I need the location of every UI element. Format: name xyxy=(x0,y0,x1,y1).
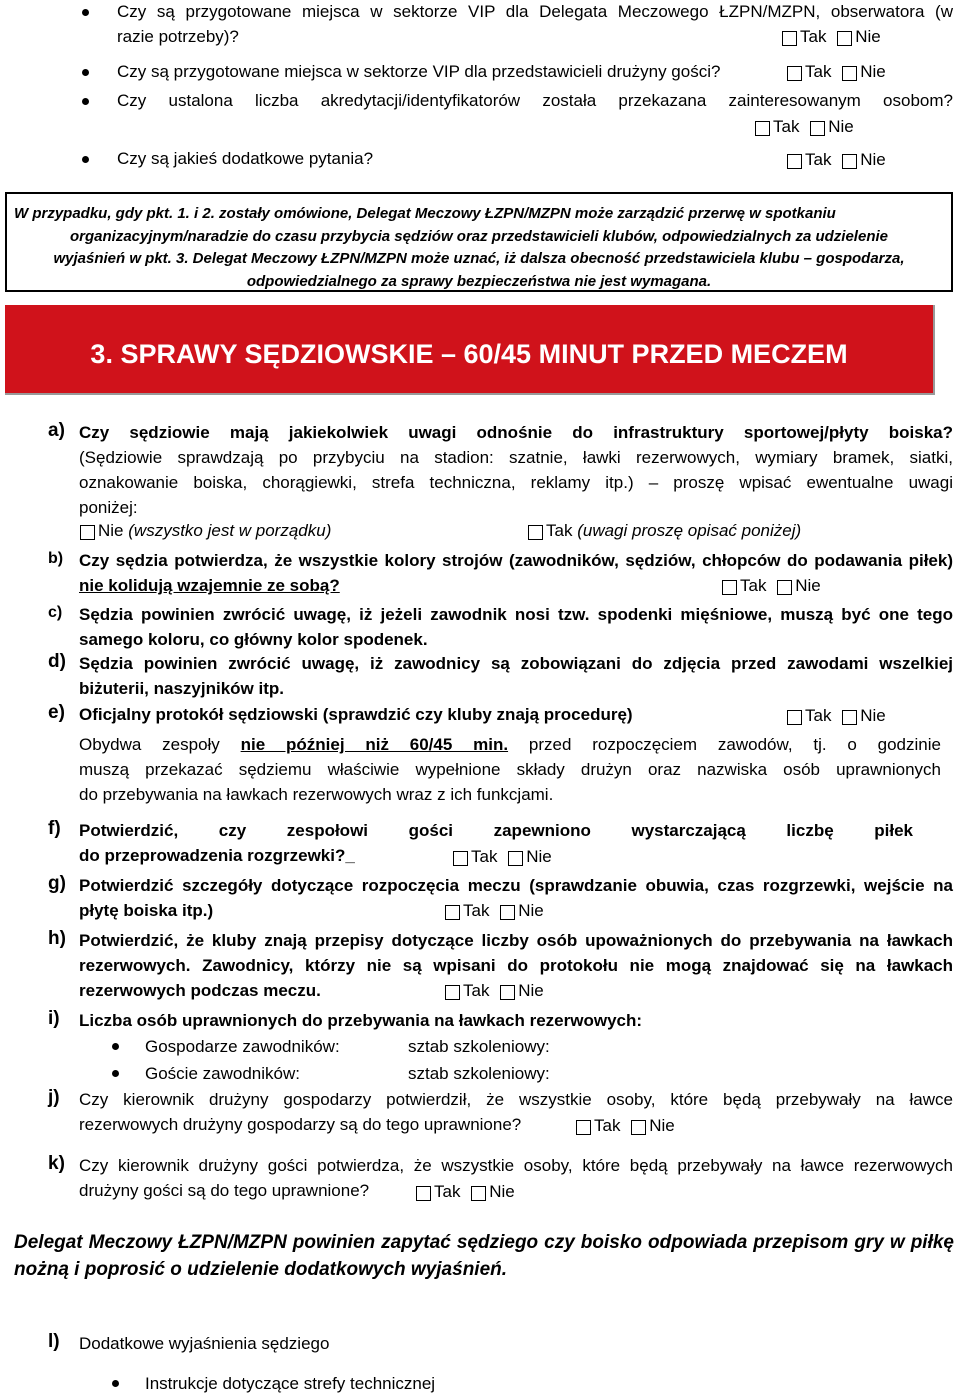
checkbox-nie[interactable] xyxy=(842,154,857,169)
checkbox-nie[interactable] xyxy=(508,851,523,866)
checkbox-tak[interactable] xyxy=(787,154,802,169)
bench-home-players: Gospodarze zawodników: xyxy=(145,1037,340,1056)
checkbox-nie[interactable] xyxy=(500,985,515,1000)
checkbox-tak[interactable] xyxy=(453,851,468,866)
checkbox-nie[interactable] xyxy=(842,66,857,81)
checkbox-group-1: Tak Nie xyxy=(782,24,881,49)
item-letter: a) xyxy=(48,420,65,441)
checkbox-group-e: Tak Nie xyxy=(787,703,886,728)
item-j: Czy kierownik drużyny gospodarzy potwierdził, że wszystkie osoby, które będą przebywały na ławce rezerwowych drużyny gospodarzy są do tego uprawnione? xyxy=(79,1090,953,1134)
checkbox-tak[interactable] xyxy=(722,580,737,595)
item-c: Sędzia powinien zwrócić uwagę, iż jeżeli zawodnik nosi tzw. spodenki mięśniowe, muszą być one tego samego koloru, co główny kolor spodenek. xyxy=(79,605,953,649)
note-text: W przypadku, gdy pkt. 1. i 2. zostały omówione, Delegat Meczowy ŁZPN/MZPN może zarządzić przerwę w spotkaniu organizacyjnym/naradzie do czasu przybycia sędziów oraz przedstawicieli klubów, odpowiedzialnych za udzielenie wyjaśnień w pkt. 3. Delegat Meczowy ŁZPN/MZPN może uznać, iż dalsza obecność przedstawiciela klubu – gospodarza, odpowiedzialnego za sprawy bezpieczeństwa nie jest wymagana. xyxy=(14,205,905,290)
bullet-icon xyxy=(82,69,89,76)
checkbox-tak[interactable] xyxy=(755,121,770,136)
checkbox-tak[interactable] xyxy=(416,1186,431,1201)
checkbox-tak[interactable] xyxy=(528,525,543,540)
option-tak-remarks: Tak (uwagi proszę opisać poniżej) xyxy=(528,518,801,543)
bullet-icon xyxy=(112,1070,119,1077)
item-k: Czy kierownik drużyny gości potwierdza, że wszystkie osoby, które będą przebywały na ławce rezerwowych drużyny gości są do tego uprawnione? xyxy=(79,1156,953,1200)
item-e-paragraph: Obydwa zespoły nie później niż 60/45 min. przed rozpoczęciem zawodów, tj. o godzinie muszą przekazać sędziemu właściwie wypełnione składy drużyn oraz nazwiska osób uprawnionych do przebywania na ławkach rezerwowych wraz z ich funkcjami. xyxy=(79,735,941,804)
final-note: Delegat Meczowy ŁZPN/MZPN powinien zapytać sędziego czy boisko odpowiada przepisom gry w piłkę nożną i poprosić o udzielenie dodatkowych wyjaśnień. xyxy=(14,1232,954,1280)
checkbox-group-3: Tak Nie xyxy=(755,114,854,139)
bullet-icon xyxy=(82,98,89,105)
item-f: Potwierdzić, czy zespołowi gości zapewniono wystarczającą liczbę piłek do przeprowadzenia rozgrzewki?_ xyxy=(79,821,913,865)
checkbox-nie[interactable] xyxy=(842,710,857,725)
item-l-bullet: Instrukcje dotyczące strefy technicznej xyxy=(145,1374,436,1393)
item-letter: i) xyxy=(48,1008,60,1029)
bench-away-staff: sztab szkoleniowy: xyxy=(408,1064,550,1083)
item-g: Potwierdzić szczegóły dotyczące rozpoczęcia meczu (sprawdzanie obuwia, czas rozgrzewki, wejście na płytę boiska itp.) xyxy=(79,876,953,920)
checkbox-nie[interactable] xyxy=(837,31,852,46)
section-title: 3. SPRAWY SĘDZIOWSKIE – 60/45 MINUT PRZED MECZEM xyxy=(90,339,848,369)
checkbox-tak[interactable] xyxy=(782,31,797,46)
item-e-title: Oficjalny protokół sędziowski (sprawdzić czy kluby znają procedurę) xyxy=(79,705,633,724)
checkbox-tak[interactable] xyxy=(445,985,460,1000)
checkbox-nie[interactable] xyxy=(80,525,95,540)
item-l: Dodatkowe wyjaśnienia sędziego xyxy=(79,1334,330,1353)
checkbox-group-f: Tak Nie xyxy=(453,844,552,869)
section-header-bar xyxy=(5,305,935,395)
bullet-question-4: Czy są jakieś dodatkowe pytania? xyxy=(117,149,374,168)
bullet-icon xyxy=(82,156,89,163)
item-letter: e) xyxy=(48,702,65,723)
checkbox-tak[interactable] xyxy=(576,1120,591,1135)
item-letter: f) xyxy=(48,818,61,839)
item-h: Potwierdzić, że kluby znają przepisy dotyczące liczby osób upoważnionych do przebywania na ławkach rezerwowych. Zawodnicy, którzy nie są wpisani do protokołu nie mogą znajdować się na ławkach rezerwowych podczas meczu. xyxy=(79,931,953,1000)
checkbox-tak[interactable] xyxy=(787,66,802,81)
checkbox-nie[interactable] xyxy=(631,1120,646,1135)
item-letter: c) xyxy=(48,604,63,621)
item-letter: g) xyxy=(48,873,66,894)
checkbox-nie[interactable] xyxy=(777,580,792,595)
checkbox-group-b: Tak Nie xyxy=(722,573,821,598)
checkbox-tak[interactable] xyxy=(445,905,460,920)
item-d: Sędzia powinien zwrócić uwagę, iż zawodnicy są zobowiązani do zdjęcia przed zawodami wszelkiej biżuterii, naszyjników itp. xyxy=(79,654,953,698)
checkbox-group-j: Tak Nie xyxy=(576,1113,675,1138)
checkbox-group-k: Tak Nie xyxy=(416,1179,515,1204)
option-nie-ok: Nie (wszystko jest w porządku) xyxy=(80,518,331,543)
bench-away-players: Goście zawodników: xyxy=(145,1064,300,1083)
item-letter: j) xyxy=(48,1087,60,1108)
bench-home-staff: sztab szkoleniowy: xyxy=(408,1037,550,1056)
item-letter: h) xyxy=(48,928,66,949)
checkbox-group-h: Tak Nie xyxy=(445,978,544,1003)
item-b: Czy sędzia potwierdza, że wszystkie kolory strojów (zawodników, sędziów, chłopców do podawania piłek) nie kolidują wzajemnie ze sobą? xyxy=(79,551,953,595)
bullet-icon xyxy=(112,1043,119,1050)
item-letter: l) xyxy=(48,1331,60,1352)
checkbox-group-2: Tak Nie xyxy=(787,59,886,84)
bullet-question-1: Czy są przygotowane miejsca w sektorze VIP dla Delegata Meczowego ŁZPN/MZPN, obserwatora (w razie potrzeby)? xyxy=(117,2,953,46)
checkbox-nie[interactable] xyxy=(471,1186,486,1201)
item-letter: k) xyxy=(48,1153,65,1174)
item-a: Czy sędziowie mają jakiekolwiek uwagi odnośnie do infrastruktury sportowej/płyty boiska? (Sędziowie sprawdzają po przybyciu na stadion: szatnie, ławki rezerwowych, wymiary bramek, siatki, oznakowanie boiska, chorągiewki, strefa techniczna, reklamy itp.) – proszę wpisać ewentualne uwagi poniżej: xyxy=(79,423,953,517)
bullet-icon xyxy=(82,9,89,16)
item-letter: b) xyxy=(48,550,64,567)
bullet-question-2: Czy są przygotowane miejsca w sektorze VIP dla przedstawicieli drużyny gości? xyxy=(117,62,721,81)
checkbox-group-g: Tak Nie xyxy=(445,898,544,923)
item-i: Liczba osób uprawnionych do przebywania na ławkach rezerwowych: xyxy=(79,1011,643,1030)
checkbox-tak[interactable] xyxy=(787,710,802,725)
item-letter: d) xyxy=(48,651,66,672)
checkbox-group-4: Tak Nie xyxy=(787,147,886,172)
bullet-question-3: Czy ustalona liczba akredytacji/identyfikatorów została przekazana zainteresowanym osobom? xyxy=(117,91,953,110)
checkbox-nie[interactable] xyxy=(810,121,825,136)
bullet-icon xyxy=(112,1380,119,1387)
checkbox-nie[interactable] xyxy=(500,905,515,920)
